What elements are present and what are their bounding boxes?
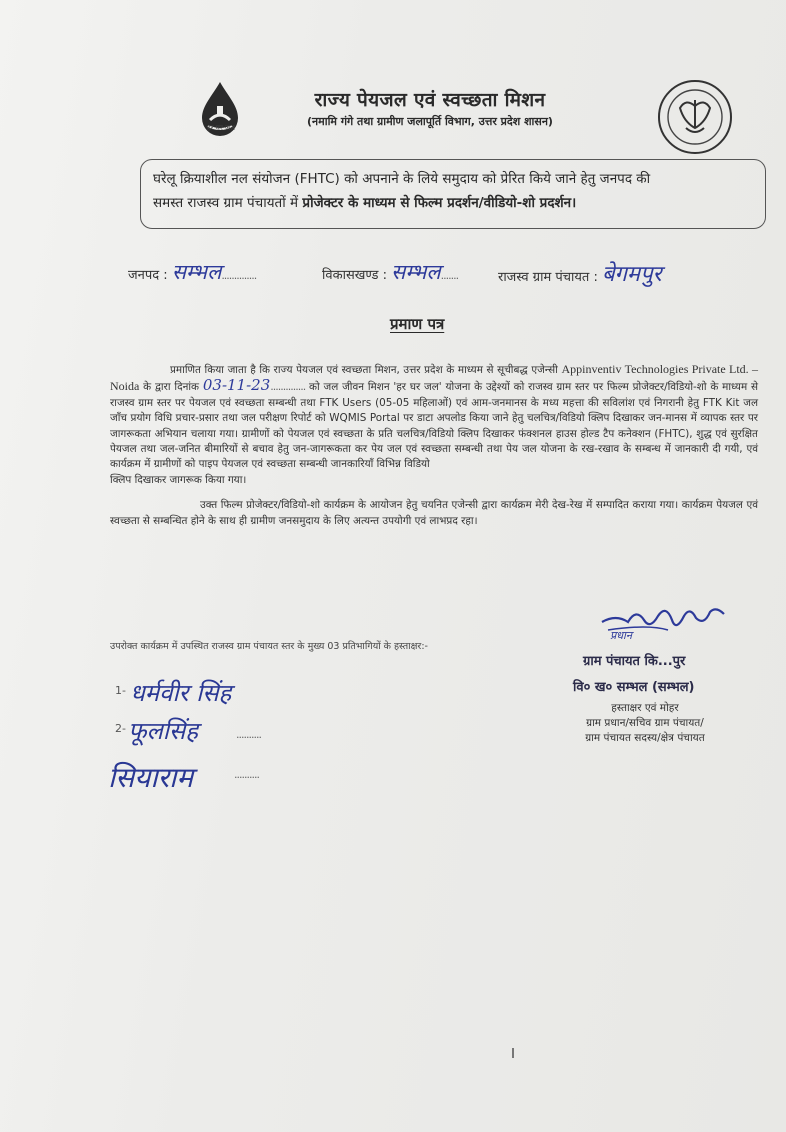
har-ghar-jal-logo-icon [190,80,250,142]
para1-body: को जल जीवन मिशन 'हर घर जल' योजना के उद्देश्यों को राजस्व ग्राम स्तर पर फिल्म प्रोजेक्टर/विडियो-शो के माध्यम से राजस्व ग्राम स्तर पर पेयजल एवं स्वच्छता सम्बन्धी तथा FTK Users (05-05 महिलाओं) एवं आम-जनमानस के मध्य महत्ता की सविलांश एवं निगरानी हेतु FTK Kit जल जाँच प्रयोग विधि प्रचार-प्रसार तथा जल परीक्षण रिपोर्ट को WQMIS Portal पर डाटा अपलोड किया जाने हेतु चलचित्र/विडियो क्लिप दिखाकर जन-मानस में व्यापक स्तर पर जागरूकता अभियान चलाया गया। ग्रामीणों को पेयजल एवं स्वच्छता के प्रति चलचित्र/विडियो क्लिप दिखाकर फंक्शनल हाउस होल्ड टैप कनेक्शन (FHTC), शुद्ध एवं सुरक्षित पेयजल तथा जल-जनित बीमारियों से बचाव हेतु जन-जागरूकता कर पेय जल एवं स्वच्छता सम्बन्धी तथा पेय जल योजना के रख-रखाव के सम्बन्ध में जानकारी दी गयी, एवं कार्यक्रम में ग्रामीणों को पाइप पेयजल एवं स्वच्छता सम्बन्धी जानकारियाँ विभिन्न विडियो [110,381,759,471]
page-subtitle: (नमामि गंगे तथा ग्रामीण जलापूर्ति विभाग, उत्तर प्रदेश शासन) [307,115,553,128]
participant-3-signature: सियाराम [108,761,194,794]
program-banner [140,159,766,229]
district-value: सम्भल [171,260,222,284]
block-label: विकासखण्ड : [322,268,388,283]
signature-caption-line-1: हस्ताक्षर एवं मोहर [611,702,679,714]
stamp-line-1: ग्राम पंचायत कि...पुर [583,654,686,669]
para1-start: प्रमाणित किया जाता है कि राज्य पेयजल एवं स्वच्छता मिशन, उत्तर प्रदेश के माध्यम से सूचीबद्ध एजेन्सी [170,364,558,376]
participant-2-number: 2- [115,722,126,735]
agency-name: Appinventiv Technologies Private Ltd. – Noida [110,362,758,394]
gram-panchayat-value: बेगमपुर [601,262,662,287]
certificate-paragraph-2: उक्त फिल्म प्रोजेक्टर/विडियो-शो कार्यक्रम के आयोजन हेतु चयनित एजेन्सी द्वारा कार्यक्रम मेरी देख-रेख में सम्पादित कराया गया। कार्यक्रम पेयजल एवं स्वच्छता से सम्बन्धित होने के साथ ही ग्रामीण जनसमुदाय के लिए अत्यन्त उपयोगी एवं लाभप्रद रहा। [110,499,758,527]
certificate-body [110,362,758,529]
banner-line-2-bold: प्रोजेक्टर के माध्यम से फिल्म प्रदर्शन/वीडियो-शो प्रदर्शन। [302,195,577,211]
gram-panchayat-field [498,258,662,288]
banner-line-1: घरेलू क्रियाशील नल संयोजन (FHTC) को अपनाने के लिये समुदाय को प्रेरित किये जाने हेतु जनपद की [153,171,651,187]
participant-1-number: 1- [115,684,126,697]
certificate-paragraph-1-end: क्लिप दिखाकर जागरूक किया गया। [110,473,247,486]
paper-mark [512,1048,514,1058]
banner-line-2 [153,191,753,215]
program-date: 03-11-23 [202,376,271,395]
district-field: जनपद : सम्भल.............. [128,260,257,284]
certificate-title: प्रमाण पत्र [390,315,445,333]
gram-panchayat-label: राजस्व ग्राम पंचायत : [498,270,598,285]
page-title: राज्य पेयजल एवं स्वच्छता मिशन [314,89,546,111]
participants-caption: उपरोक्त कार्यक्रम में उपस्थित राजस्व ग्राम पंचायत स्तर के मुख्य 03 प्रतिभागियों के हस्ताक्षर:- [110,641,428,652]
pradhan-label: प्रधान [610,629,632,642]
participant-2-dots: .......... [236,728,261,741]
logo-caption: हर घर जल [207,124,235,132]
participant-3-dots: .......... [234,768,259,781]
banner-line-2-plain: समस्त राजस्व ग्राम पंचायतों में [153,195,299,211]
signature-caption-line-3: ग्राम पंचायत सदस्य/क्षेत्र पंचायत [585,732,705,744]
participant-2-signature: फूलसिंह [128,717,198,745]
block-field: विकासखण्ड : सम्भल....... [322,260,459,284]
signature-caption-line-2: ग्राम प्रधान/सचिव ग्राम पंचायत/ [586,717,704,729]
certificate-paragraph-1: प्रमाणित किया जाता है कि राज्य पेयजल एवं स्वच्छता मिशन, उत्तर प्रदेश के माध्यम से सूचीबद्ध एजेन्सी Appinventiv Technologies Private Ltd. – Noida के द्वारा दिनांक 03-11-23.............. को जल जीवन मिशन 'हर घर जल' योजना के उद्देश्यों को राजस्व ग्राम स्तर पर फिल्म प्रोजेक्टर/विडियो-शो के माध्यम से राजस्व ग्राम स्तर पर पेयजल एवं स्वच्छता सम्बन्धी तथा FTK Users (05-05 महिलाओं) एवं आम-जनमानस के मध्य महत्ता की सविलांश एवं निगरानी हेतु FTK Kit जल जाँच प्रयोग विधि प्रचार-प्रसार तथा जल परीक्षण रिपोर्ट को WQMIS Portal पर डाटा अपलोड किया जाने हेतु चलचित्र/विडियो क्लिप दिखाकर जन-मानस में व्यापक स्तर पर जागरूकता अभियान चलाया गया। ग्रामीणों को पेयजल एवं स्वच्छता के प्रति चलचित्र/विडियो क्लिप दिखाकर फंक्शनल हाउस होल्ड टैप कनेक्शन (FHTC), शुद्ध एवं सुरक्षित पेयजल तथा जल-जनित बीमारियों से बचाव हेतु जन-जागरूकता कर पेय जल एवं स्वच्छता सम्बन्धी तथा पेय जल योजना के रख-रखाव के सम्बन्ध में जानकारी दी गयी, एवं कार्यक्रम में ग्रामीणों को पाइप पेयजल एवं स्वच्छता सम्बन्धी जानकारियाँ विभिन्न विडियो [110,362,759,471]
stamp-line-2: वि० ख० सम्भल (सम्भल) [573,680,695,695]
up-government-seal-icon [656,78,734,156]
district-label: जनपद : [128,268,168,283]
para1-date-prefix: के द्वारा दिनांक [143,381,200,394]
block-value: सम्भल [391,260,441,284]
participant-1-signature: धर्मवीर सिंह [130,679,232,707]
signature-caption [540,701,750,746]
